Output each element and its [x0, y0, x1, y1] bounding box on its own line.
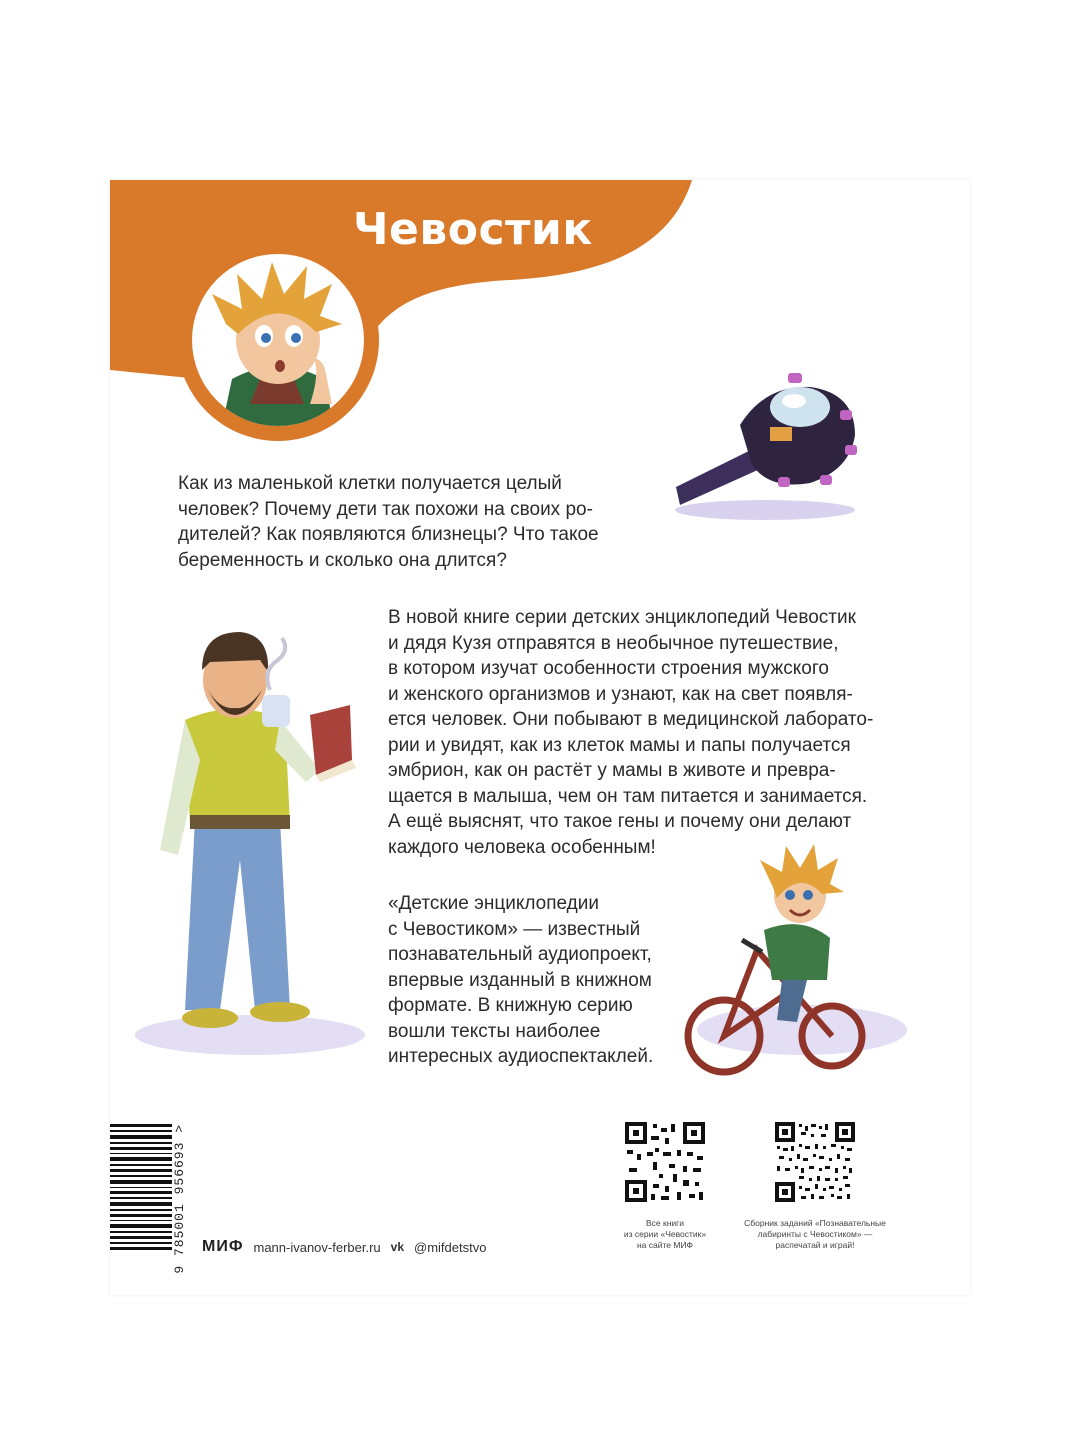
chevostik-bicycle-illustration: [682, 840, 912, 1095]
uncle-kuzya-illustration: [130, 610, 390, 1060]
series-title: Чевостик: [353, 204, 593, 255]
book-description: В новой книге серии детских энциклопедий Чевостик и дядя Кузя отправятся в необычное путешествие, в котором изучат особенности строения мужского и женского организмов и узнают, как на свет появля- ется человек. Они побывают в медицинской лаборато- рии и увидят, как из клеток мамы и папы получается эмбрион, как он растёт у мамы в животе и превра- щается в малыша, чем он там питается и занимается. А ещё выяснят, что такое гены и почему они делают каждого человека особенным!: [388, 607, 874, 858]
qr-labyrinths-caption: Сборник заданий «Познавательные лабиринты с Чевостиком» — распечатай и играй!: [744, 1218, 886, 1250]
publisher-footer: [202, 1238, 486, 1256]
publisher-logo: МИФ: [202, 1238, 244, 1255]
social-handle[interactable]: @mifdetstvo: [414, 1239, 487, 1255]
book-back-cover: [110, 180, 970, 1295]
vk-icon: vk: [390, 1240, 405, 1254]
intro-questions: Как из маленькой клетки получается целый человек? Почему дети так похожи на своих ро- дителей? Как появляются близнецы? Что такое беременность и сколько она длится?: [178, 473, 599, 571]
qr-code-series[interactable]: [625, 1122, 705, 1202]
gadget-device-illustration: [670, 365, 870, 525]
qr-code-labyrinths[interactable]: [775, 1122, 855, 1202]
isbn-barcode: [110, 1122, 172, 1252]
website-link[interactable]: mann-ivanov-ferber.ru: [253, 1239, 381, 1255]
project-description: «Детские энциклопедии с Чевостиком» — известный познавательный аудиопроект, впервые изданный в книжном формате. В книжную серию вошли тексты наиболее интересных аудиоспектаклей.: [388, 893, 654, 1067]
isbn-digits: 9 785001 956693 >: [172, 1124, 187, 1274]
chevostik-portrait-illustration: [192, 254, 364, 426]
qr-series-caption: Все книги из серии «Чевостик» на сайте МИФ: [623, 1218, 707, 1250]
